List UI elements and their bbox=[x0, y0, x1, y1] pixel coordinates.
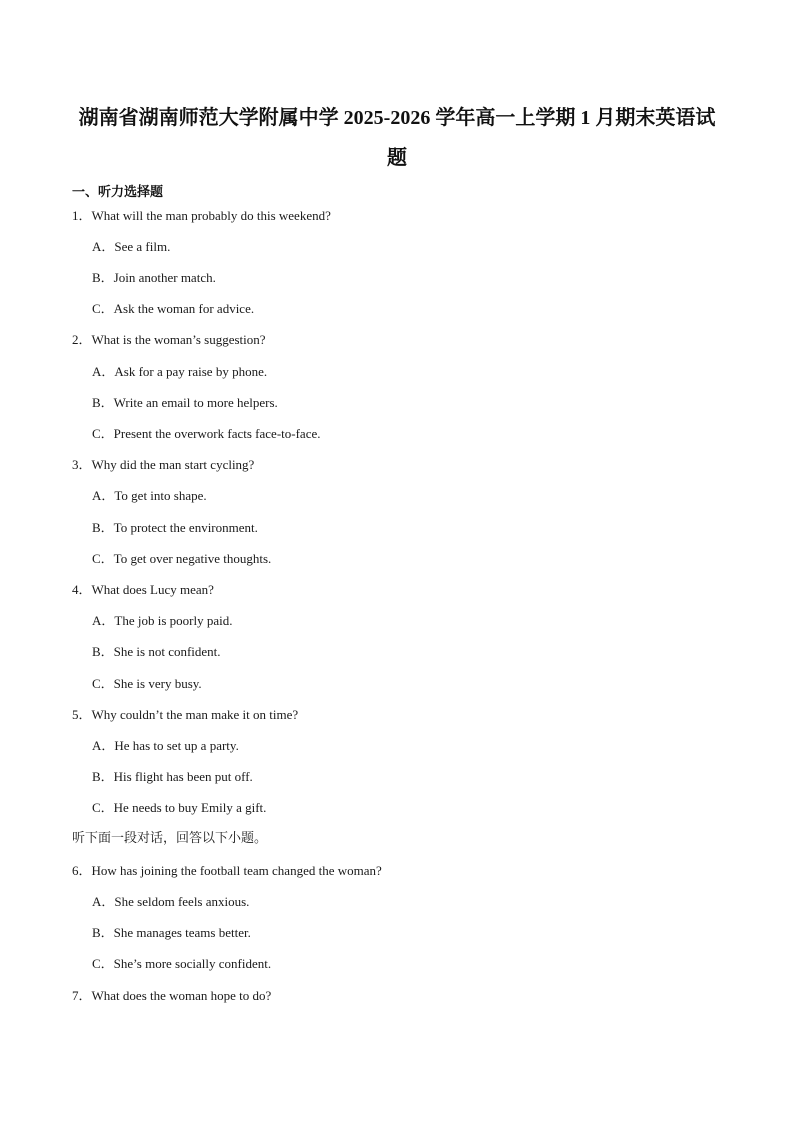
option-2a: A．Ask for a pay raise by phone. bbox=[92, 364, 268, 379]
question-text: How has joining the football team changed the woman? bbox=[91, 863, 382, 878]
option-2c: C．Present the overwork facts face-to-face. bbox=[92, 426, 321, 441]
question-number: 1． bbox=[72, 208, 92, 223]
option-4a: A．The job is poorly paid. bbox=[92, 613, 233, 628]
instruction-note: 听下面一段对话，回答以下小题。 bbox=[72, 831, 268, 846]
question-3 bbox=[72, 457, 254, 473]
question-text: Why couldn’t the man make it on time? bbox=[91, 707, 299, 722]
question-number: 4． bbox=[72, 582, 92, 597]
section-heading: 一、听力选择题 bbox=[72, 185, 164, 200]
option-5c: C．He needs to buy Emily a gift. bbox=[92, 800, 267, 815]
question-5 bbox=[72, 707, 298, 723]
question-number: 2． bbox=[72, 332, 92, 347]
question-4 bbox=[72, 582, 214, 598]
question-text: What is the woman’s suggestion? bbox=[91, 332, 266, 347]
option-3b: B．To protect the environment. bbox=[92, 520, 258, 535]
question-1 bbox=[72, 208, 331, 224]
question-text: What does Lucy mean? bbox=[91, 582, 214, 597]
question-text: What will the man probably do this weekend? bbox=[91, 208, 331, 223]
option-1a: A．See a film. bbox=[92, 239, 171, 254]
question-number: 7． bbox=[72, 988, 92, 1003]
option-4b: B．She is not confident. bbox=[92, 644, 221, 659]
document-title-line-1: 湖南省湖南师范大学附属中学 2025-2026 学年高一上学期 1 月期末英语试 bbox=[78, 107, 716, 129]
option-3a: A．To get into shape. bbox=[92, 488, 207, 503]
option-5b: B．His flight has been put off. bbox=[92, 769, 253, 784]
option-2b: B．Write an email to more helpers. bbox=[92, 395, 278, 410]
option-1c: C．Ask the woman for advice. bbox=[92, 301, 255, 316]
option-1b: B．Join another match. bbox=[92, 270, 216, 285]
question-number: 3． bbox=[72, 457, 92, 472]
option-6a: A．She seldom feels anxious. bbox=[92, 894, 250, 909]
question-2 bbox=[72, 332, 266, 348]
option-6c: C．She’s more socially confident. bbox=[92, 956, 272, 971]
question-number: 5． bbox=[72, 707, 92, 722]
question-6 bbox=[72, 863, 382, 879]
option-6b: B．She manages teams better. bbox=[92, 925, 251, 940]
document-title-line-2: 题 bbox=[387, 147, 407, 169]
option-5a: A．He has to set up a party. bbox=[92, 738, 239, 753]
question-7 bbox=[72, 988, 271, 1004]
option-3c: C．To get over negative thoughts. bbox=[92, 551, 272, 566]
question-text: What does the woman hope to do? bbox=[91, 988, 272, 1003]
option-4c: C．She is very busy. bbox=[92, 676, 202, 691]
question-number: 6． bbox=[72, 863, 92, 878]
question-text: Why did the man start cycling? bbox=[91, 457, 255, 472]
